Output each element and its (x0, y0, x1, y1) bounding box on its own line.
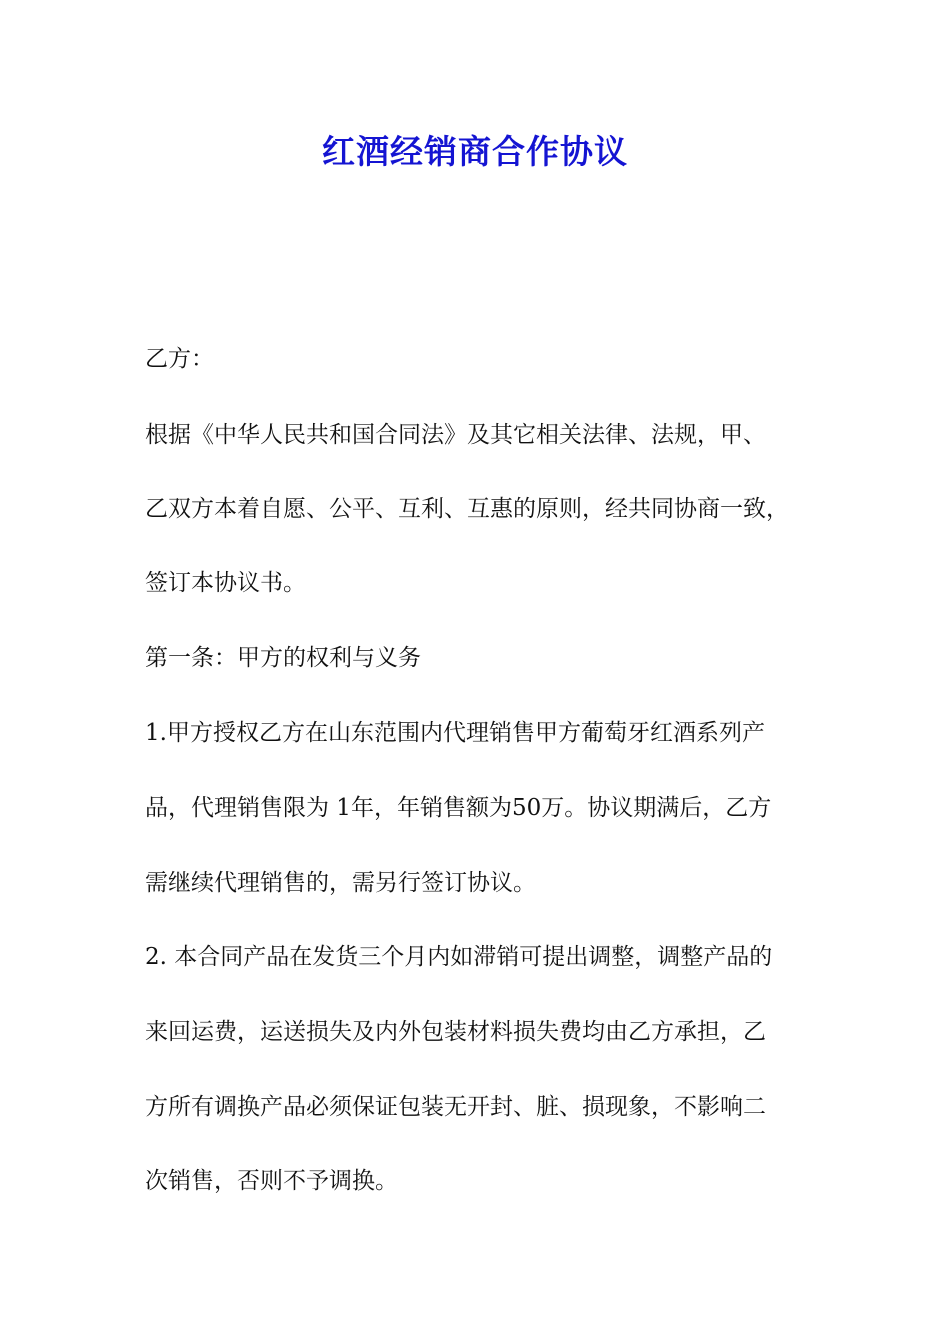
paragraph-line: 品，代理销售限为 1年，年销售额为50万。协议期满后，乙方 (145, 795, 772, 821)
paragraph-line: 签订本协议书。 (145, 570, 306, 596)
party-b-label: 乙方： (145, 346, 214, 372)
paragraph-line: 方所有调换产品必须保证包装无开封、脏、损现象，不影响二 (145, 1094, 766, 1120)
paragraph-line: 来回运费，运送损失及内外包装材料损失费均由乙方承担，乙 (145, 1019, 766, 1045)
section-heading: 第一条：甲方的权利与义务 (145, 645, 421, 671)
document-title: 红酒经销商合作协议 (322, 132, 628, 171)
paragraph-line: 2. 本合同产品在发货三个月内如滞销可提出调整，调整产品的 (145, 944, 773, 970)
paragraph-line: 次销售，否则不予调换。 (145, 1168, 398, 1194)
paragraph-line: 需继续代理销售的，需另行签订协议。 (145, 870, 536, 896)
paragraph-line: 1.甲方授权乙方在山东范围内代理销售甲方葡萄牙红酒系列产 (145, 720, 765, 746)
paragraph-line: 根据《中华人民共和国合同法》及其它相关法律、法规，甲、 (145, 422, 766, 448)
paragraph-line: 乙双方本着自愿、公平、互利、互惠的原则，经共同协商一致， (145, 496, 789, 522)
